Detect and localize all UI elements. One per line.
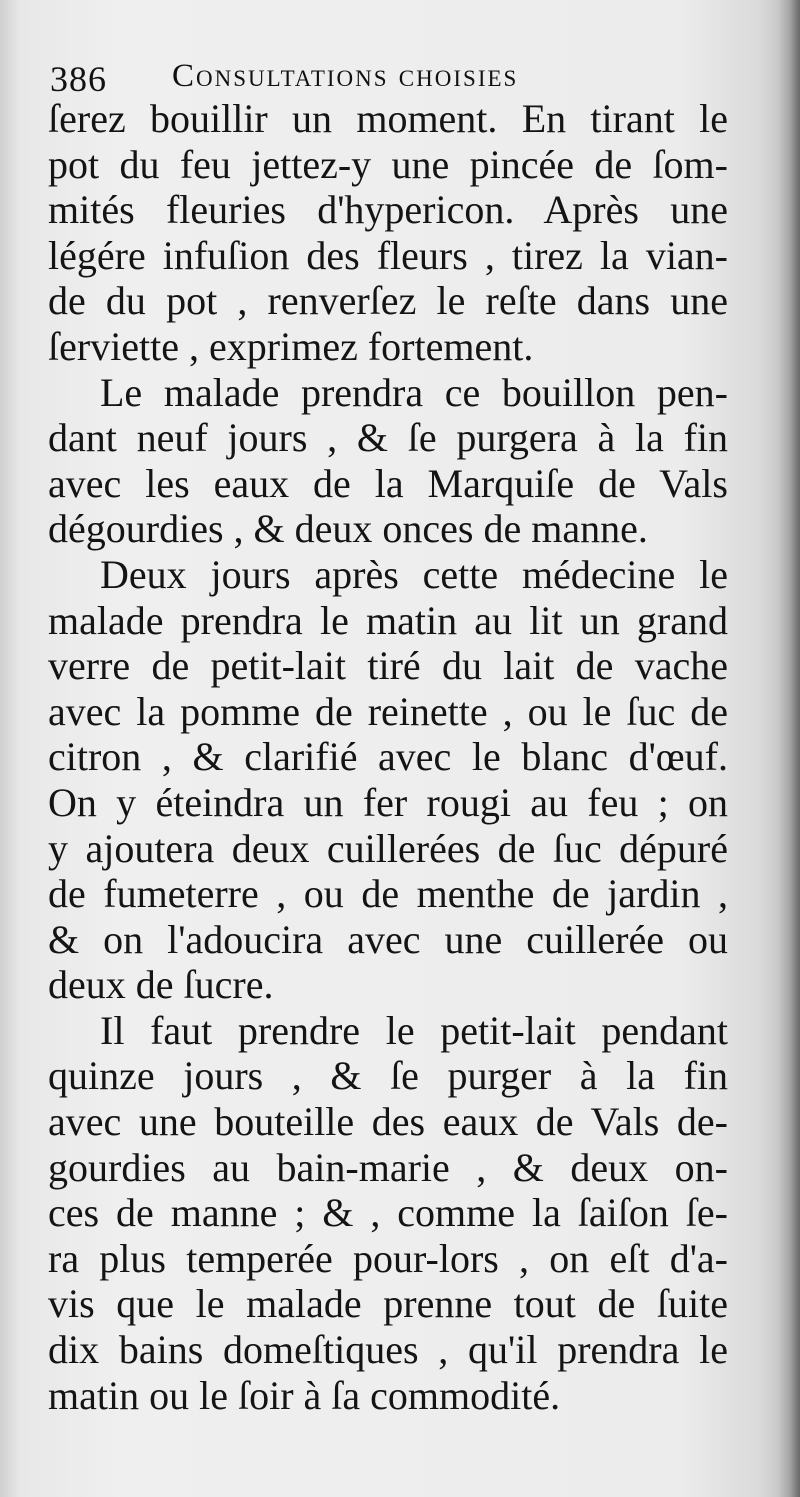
paragraph [48, 370, 728, 552]
text-line: Le malade prendra ce bouillon pen- [100, 369, 728, 415]
text-line: avec la pomme de reinette , ou le ſuc de [48, 688, 728, 734]
text-line: verre de petit-lait tiré du lait de vache [48, 643, 728, 689]
paragraph [48, 1008, 728, 1418]
text-line: Il faut prendre le petit-lait pendant [100, 1007, 728, 1053]
text-line: de fumeterre , ou de menthe de jardin , [48, 871, 728, 917]
text-line: citron , & clarifié avec le blanc d'œuf. [48, 734, 728, 780]
text-line: dégourdies , & deux onces de manne. [48, 506, 648, 552]
text-line: vis que le malade prenne tout de ſuite [48, 1281, 728, 1327]
text-line: & on l'adoucira avec une cuillerée ou [48, 916, 728, 962]
text-line: ſerez bouillir un moment. En tirant le [48, 96, 728, 141]
text-line: légére infuſion des fleurs , tirez la vian- [48, 232, 728, 278]
text-line: avec les eaux de la Marquiſe de Vals [48, 460, 728, 506]
text-line: malade prendra le matin au lit un grand [48, 597, 728, 643]
binding-gutter-shadow [778, 0, 800, 1497]
text-line: dix bains domeſtiques , qu'il prendra le [48, 1327, 728, 1373]
text-line: Deux jours après cette médecine le [100, 551, 728, 597]
text-line: pot du feu jettez-y une pincée de ſom- [48, 141, 728, 187]
text-line: deux de ſucre. [48, 962, 274, 1008]
body-text [48, 96, 728, 1418]
text-line: mités fleuries d'hypericon. Après une [48, 187, 728, 233]
text-line: avec une bouteille des eaux de Vals de- [48, 1099, 728, 1145]
text-line: ra plus temperée pour-lors , on eſt d'a- [48, 1235, 728, 1281]
text-line: matin ou le ſoir à ſa commodité. [48, 1372, 561, 1418]
text-line: On y éteindra un fer rougi au feu ; on [48, 779, 728, 825]
paragraph [48, 96, 728, 370]
text-line: quinze jours , & ſe purger à la fin [48, 1053, 728, 1099]
text-line: de du pot , renverſez le reſte dans une [48, 278, 728, 324]
running-title: Consultations choisies [172, 58, 519, 94]
text-line: ces de manne ; & , comme la ſaiſon ſe- [48, 1190, 728, 1236]
text-line: y ajoutera deux cuillerées de ſuc dépuré [48, 825, 728, 871]
page-number: 386 [50, 59, 107, 99]
text-line: gourdies au bain-marie , & deux on- [48, 1144, 728, 1190]
text-line: dant neuf jours , & ſe purgera à la fin [48, 415, 728, 461]
paragraph [48, 552, 728, 1008]
text-line: ſerviette , exprimez fortement. [48, 323, 534, 369]
